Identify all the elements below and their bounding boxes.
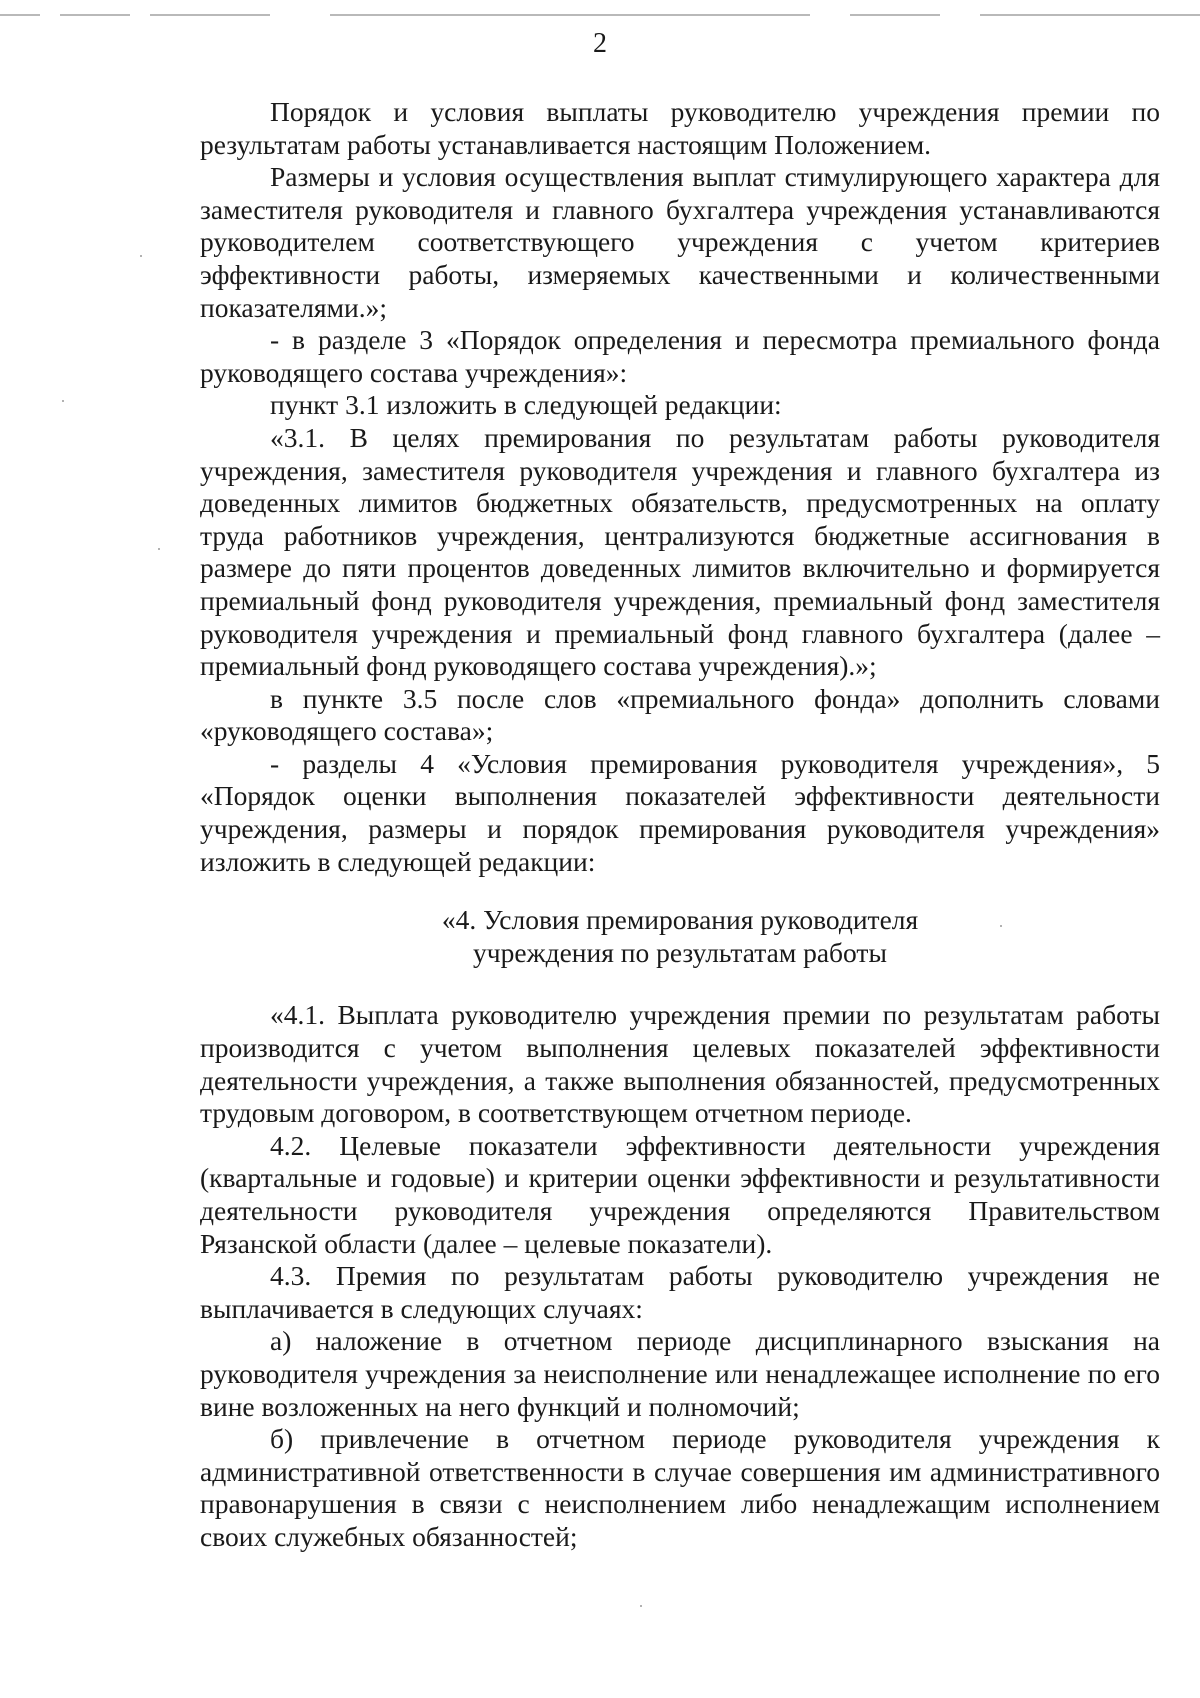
paragraph: 4.3. Премия по результатам работы руководителю учреждения не выплачивается в следующих случаях: — [200, 1260, 1160, 1324]
page-number: 2 — [593, 28, 607, 59]
scan-speck — [640, 1605, 642, 1607]
paragraph: - разделы 4 «Условия премирования руководителя учреждения», 5 «Порядок оценки выполнения показателей эффективности деятельности учреждения, размеры и порядок премирования руководителя учреждения» изложить в следующей редакции: — [200, 747, 1160, 877]
scan-speck — [1000, 925, 1002, 927]
section-heading — [200, 904, 1160, 969]
paragraph: пункт 3.1 изложить в следующей редакции: — [270, 389, 782, 421]
scan-speck — [62, 400, 64, 402]
scan-speck — [140, 255, 142, 257]
paragraph: - в разделе 3 «Порядок определения и пересмотра премиального фонда руководящего состава учреждения»: — [200, 324, 1160, 388]
section-heading-line-2: учреждения по результатам работы — [473, 936, 887, 968]
paragraph: «4.1. Выплата руководителю учреждения премии по результатам работы производится с учетом выполнения целевых показателей эффективности деятельности учреждения, а также выполнения обязанностей, предусмотренных трудовым договором, в соответствующем отчетном периоде. — [200, 999, 1160, 1129]
scan-speck — [158, 548, 160, 550]
paragraph: Размеры и условия осуществления выплат стимулирующего характера для заместителя руководителя и главного бухгалтера учреждения устанавливаются руководителем соответствующего учреждения с учетом критериев эффективности работы, измеряемых качественными и количественными показателями.»; — [200, 161, 1160, 323]
paragraph: в пункте 3.5 после слов «премиального фонда» дополнить словами «руководящего состава»; — [200, 682, 1160, 747]
paragraph: Порядок и условия выплаты руководителю учреждения премии по результатам работы устанавливается настоящим Положением. — [200, 96, 1160, 160]
scan-edge-artifact — [0, 14, 1200, 18]
paragraph: 4.2. Целевые показатели эффективности деятельности учреждения (квартальные и годовые) и критерии оценки эффективности и результативности деятельности руководителя учреждения определяются Правительством Рязанской области (далее – целевые показатели). — [200, 1129, 1160, 1259]
document-body — [200, 96, 1160, 1554]
section-heading-line-1: «4. Условия премирования руководителя — [441, 904, 919, 936]
paragraph: б) привлечение в отчетном периоде руководителя учреждения к административной ответственности в случае совершения им административного правонарушения в связи с неисполнением либо ненадлежащим исполнением своих служебных обязанностей; — [200, 1423, 1160, 1552]
paragraph: а) наложение в отчетном периоде дисциплинарного взыскания на руководителя учреждения за неисполнение или ненадлежащее исполнение по его вине возложенных на него функций и полномочий; — [200, 1325, 1160, 1422]
paragraph: «3.1. В целях премирования по результатам работы руководителя учреждения, заместителя руководителя учреждения и главного бухгалтера из доведенных лимитов бюджетных обязательств, предусмотренных на оплату труда работников учреждения, централизуются бюджетные ассигнования в размере до пяти процентов доведенных лимитов включительно и формируется премиальный фонд руководителя учреждения, премиальный фонд заместителя руководителя учреждения и премиальный фонд главного бухгалтера (далее – премиальный фонд руководящего состава учреждения).»; — [200, 421, 1160, 682]
